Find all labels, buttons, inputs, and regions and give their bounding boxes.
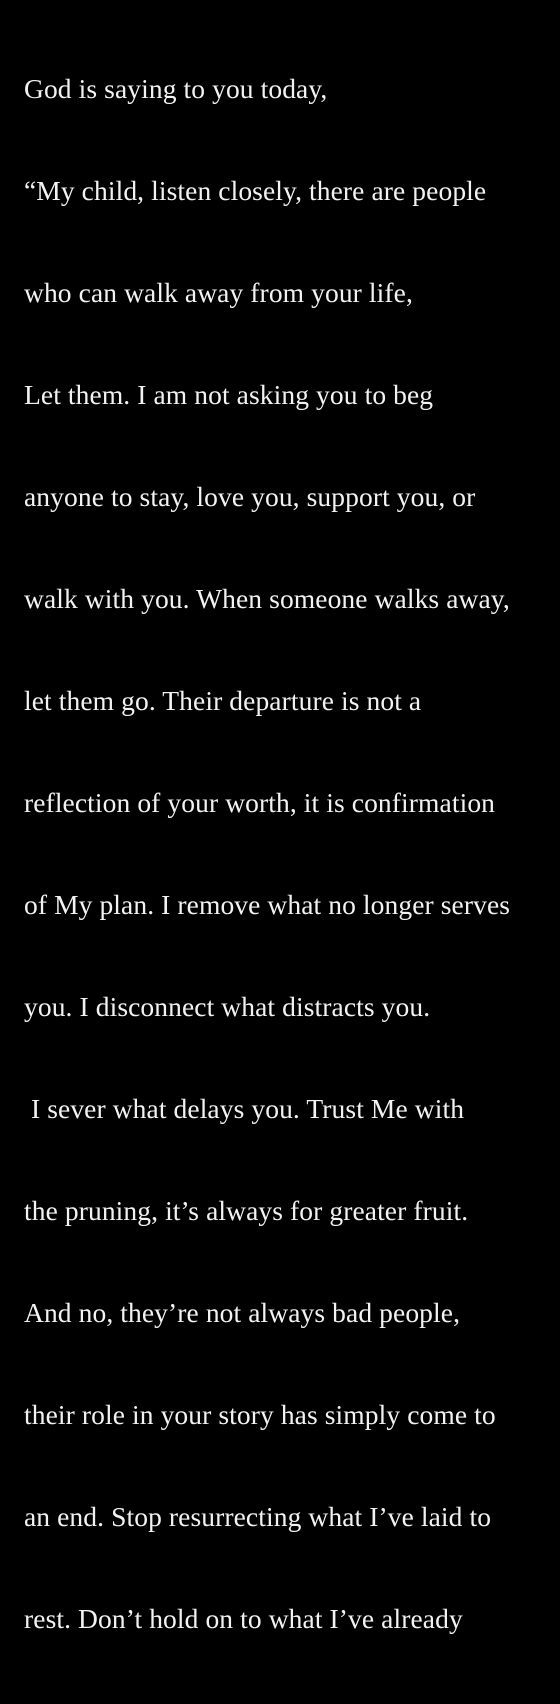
quote-line-6: walk with you. When someone walks away,: [24, 583, 510, 614]
quote-line-12: the pruning, it’s always for greater fruit.: [24, 1195, 469, 1226]
quote-line-14: their role in your story has simply come to: [24, 1399, 496, 1430]
quote-line-7: let them go. Their departure is not a: [24, 685, 422, 716]
quote-line-16: rest. Don’t hold on to what I’ve already: [24, 1603, 463, 1634]
quote-line-13: And no, they’re not always bad people,: [24, 1297, 461, 1328]
quote-line-8: reflection of your worth, it is confirmation: [24, 787, 496, 818]
quote-line-3: who can walk away from your life,: [24, 277, 413, 308]
quote-line-9: of My plan. I remove what no longer serves: [24, 889, 511, 920]
quote-line-4: Let them. I am not asking you to beg: [24, 379, 434, 410]
quote-line-10: you. I disconnect what distracts you.: [24, 991, 431, 1022]
quote-line-1: God is saying to you today,: [24, 73, 328, 104]
quote-line-2: “My child, listen closely, there are people: [24, 175, 487, 206]
quote-line-15: an end. Stop resurrecting what I’ve laid to: [24, 1501, 492, 1532]
quote-line-5: anyone to stay, love you, support you, or: [24, 481, 476, 512]
quote-text: [24, 4, 560, 1704]
quote-line-11: I sever what delays you. Trust Me with: [24, 1093, 465, 1124]
